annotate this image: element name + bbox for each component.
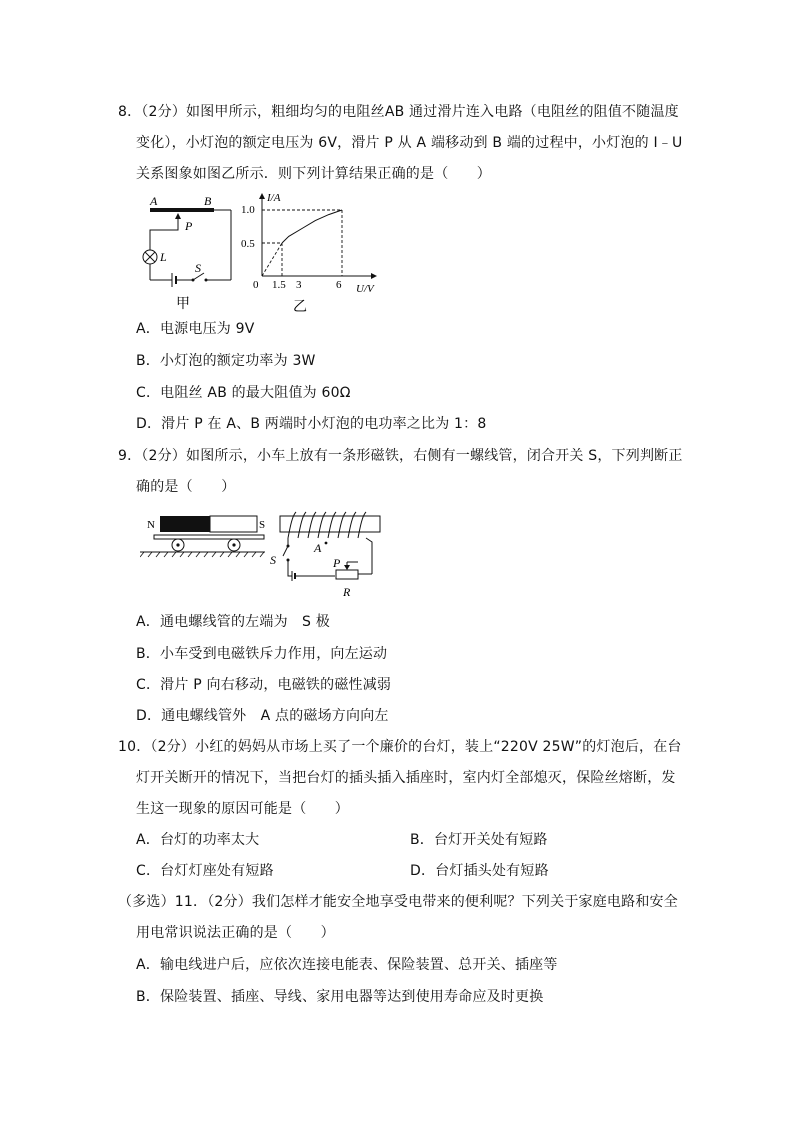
- x-tick-1.5: 1.5: [272, 279, 286, 291]
- magnet-south-half: [210, 516, 257, 532]
- q10-stem-line-3: 生这一现象的原因可能是（ ）: [136, 801, 349, 817]
- q8-option-d[interactable]: D．滑片 P 在 A、B 两端时小灯泡的电功率之比为 1：8: [136, 416, 487, 432]
- magnet-label-s: S: [259, 519, 266, 531]
- q9-stem-line-1: 9．（2分）如图所示，小车上放有一条形磁铁，右侧有一螺线管，闭合开关 S，下列判断正: [118, 448, 683, 464]
- switch-icon: [283, 546, 288, 556]
- q9-stem-line-2: 确的是（ ）: [136, 479, 236, 495]
- q11-option-a[interactable]: A．输电线进户后，应依次连接电能表、保险装置、总开关、插座等: [136, 957, 558, 973]
- y-axis-label: I/A: [267, 192, 281, 204]
- switch-label-s: S: [270, 553, 276, 567]
- q10-stem-line-1: 10．（2分）小红的妈妈从市场上买了一个廉价的台灯，装上“220V 25W”的灯泡后，在台: [118, 739, 682, 755]
- q8-stem-line-2: 变化），小灯泡的额定电压为 6V，滑片 P 从 A 端移动到 B 端的过程中，小灯泡的 I﹣U: [136, 135, 683, 151]
- q8-option-b[interactable]: B．小灯泡的额定功率为 3W: [136, 353, 316, 369]
- q10-option-d[interactable]: D．台灯插头处有短路: [410, 863, 549, 879]
- x-tick-3: 3: [296, 279, 302, 291]
- slider-arrow-icon: [344, 565, 350, 570]
- q8-option-a[interactable]: A．电源电压为 9V: [136, 321, 255, 337]
- label-b: B: [204, 194, 212, 208]
- q9-option-b[interactable]: B．小车受到电磁铁斥力作用，向左运动: [136, 646, 388, 662]
- q10-option-c[interactable]: C．台灯灯座处有短路: [136, 863, 274, 879]
- y-axis-arrow-icon: [259, 193, 265, 199]
- q9-option-d[interactable]: D．通电螺线管外 A 点的磁场方向向左: [136, 708, 389, 724]
- resistance-wire-ab: [150, 208, 214, 212]
- magnet-label-n: N: [147, 519, 155, 531]
- caption-jia: 甲: [176, 296, 190, 312]
- q11-stem-line-2: 用电常识说法正确的是（ ）: [136, 925, 335, 941]
- q10-option-b[interactable]: B．台灯开关处有短路: [410, 832, 548, 848]
- caption-yi: 乙: [293, 299, 307, 315]
- y-tick-1.0: 1.0: [241, 204, 255, 216]
- magnet-north-half: [160, 516, 210, 532]
- q11-option-b[interactable]: B．保险装置、插座、导线、家用电器等达到使用寿命应及时更换: [136, 989, 544, 1005]
- q10-option-a[interactable]: A．台灯的功率太大: [136, 832, 260, 848]
- rheostat: [336, 570, 358, 579]
- q10-stem-line-2: 灯开关断开的情况下，当把台灯的插头插入插座时，室内灯全部熄灭，保险丝熔断，发: [136, 770, 676, 786]
- q8-iu-graph-yi: [238, 190, 388, 315]
- point-a-dot: [325, 542, 328, 545]
- x-tick-6: 6: [336, 279, 342, 291]
- y-tick-0.5: 0.5: [241, 238, 255, 250]
- cart-body: [154, 535, 264, 539]
- x-axis-label: U/V: [356, 283, 374, 295]
- iu-curve-line: [282, 210, 342, 243]
- q8-stem-line-3: 关系图象如图乙所示．则下列计算结果正确的是（ ）: [136, 166, 491, 182]
- q9-option-a[interactable]: A．通电螺线管的左端为 S 极: [136, 614, 330, 630]
- label-p: P: [185, 219, 193, 233]
- label-s: S: [195, 261, 201, 275]
- q9-option-c[interactable]: C．滑片 P 向右移动，电磁铁的磁性减弱: [136, 677, 392, 693]
- slider-arrow-icon: [175, 213, 181, 219]
- rheostat-label-r: R: [343, 585, 351, 599]
- q8-option-c[interactable]: C．电阻丝 AB 的最大阻值为 60Ω: [136, 385, 351, 401]
- q8-circuit-figure-jia: [134, 193, 239, 313]
- q8-stem-line-1: 8．（2分）如图甲所示，粗细均匀的电阻丝AB 通过滑片连入电路（电阻丝的阻值不随温度: [118, 104, 679, 120]
- slider-label-p: P: [333, 556, 341, 570]
- point-a-label: A: [314, 541, 322, 555]
- label-a: A: [150, 194, 158, 208]
- guide-origin-segment: [262, 243, 282, 276]
- q11-stem-line-1: （多选）11．（2分）我们怎样才能安全地享受电带来的便利呢？下列关于家庭电路和安全: [118, 894, 678, 910]
- x-axis-arrow-icon: [371, 273, 377, 279]
- label-l: L: [160, 250, 167, 264]
- x-tick-0: 0: [253, 279, 259, 291]
- q9-magnet-solenoid-figure: [140, 508, 390, 603]
